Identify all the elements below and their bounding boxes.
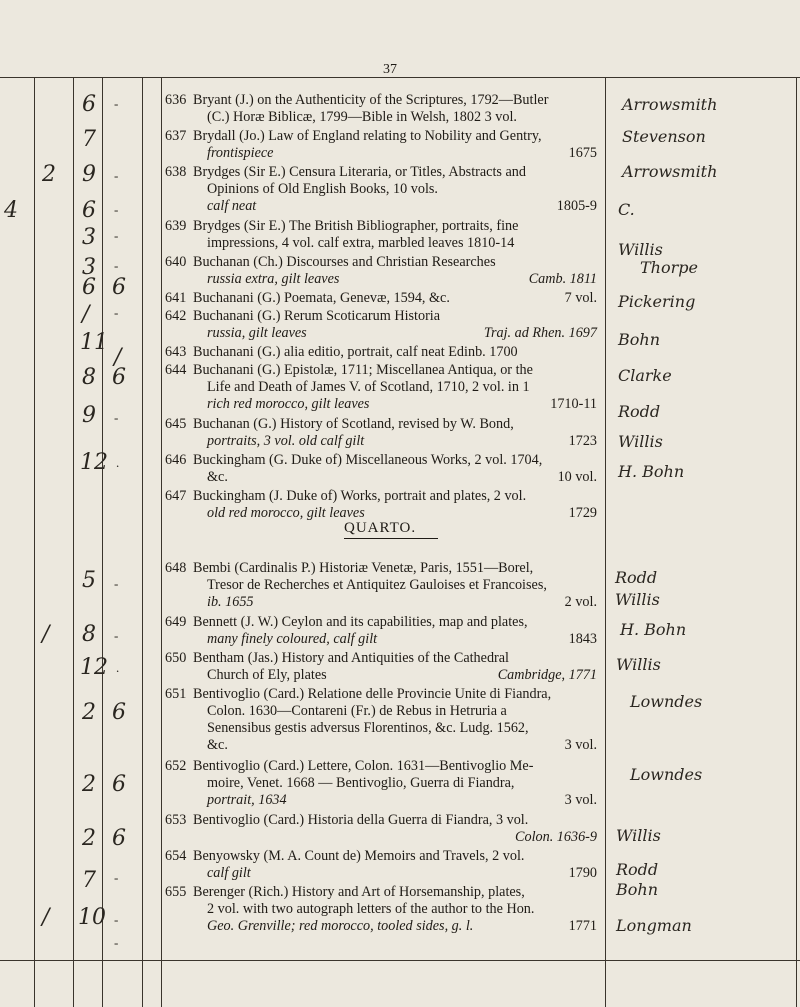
- margin-mark: 9: [82, 403, 96, 428]
- margin-mark: -: [114, 912, 119, 927]
- buyer-name: Pickering: [618, 292, 696, 311]
- entry-line: calf neat: [207, 198, 257, 214]
- margin-mark: -: [114, 870, 119, 885]
- entry-line: Bennett (J. W.) Ceylon and its capabilities, map and plates,: [193, 614, 528, 630]
- entry-line: Opinions of Old English Books, 10 vols.: [207, 181, 438, 197]
- entry-line: calf gilt: [207, 865, 251, 881]
- entry-line: Bryant (J.) on the Authenticity of the Scriptures, 1792—Butler: [193, 92, 549, 108]
- margin-mark: /: [42, 622, 50, 647]
- entry-line: &c.: [207, 737, 228, 753]
- lot-number: 642: [165, 308, 187, 324]
- margin-mark: -: [114, 258, 119, 273]
- margin-mark: 7: [82, 868, 96, 893]
- margin-mark: 2: [42, 162, 56, 187]
- entry-volumes: 7 vol.: [564, 290, 597, 306]
- margin-rule-5: [161, 77, 162, 1007]
- entry-date: Camb. 1811: [528, 271, 597, 287]
- margin-mark: 4: [4, 198, 18, 223]
- buyer-name: Bohn: [618, 330, 660, 349]
- margin-mark: 5: [82, 568, 96, 593]
- margin-mark: 2: [82, 826, 96, 851]
- lot-number: 639: [165, 218, 187, 234]
- buyer-name: H. Bohn: [620, 620, 687, 639]
- margin-mark: 6: [112, 826, 126, 851]
- margin-mark: -: [114, 96, 119, 111]
- lot-number: 655: [165, 884, 187, 900]
- buyer-name: Willis: [618, 240, 663, 259]
- entry-line: Colon. 1630—Contareni (Fr.) de Rebus in Hetruria a: [207, 703, 507, 719]
- entry-line: 2 vol. with two autograph letters of the author to the Hon.: [207, 901, 535, 917]
- margin-mark: .: [116, 660, 120, 675]
- margin-mark: 6: [112, 275, 126, 300]
- entry-line: Tresor de Recherches et Antiquitez Gauloises et Francoises,: [207, 577, 547, 593]
- entry-line: ib. 1655: [207, 594, 254, 610]
- buyer-name: Willis: [618, 432, 663, 451]
- buyer-name: Clarke: [618, 366, 672, 385]
- margin-mark: 11: [80, 330, 108, 355]
- entry-line: Buchanani (G.) alia editio, portrait, calf neat Edinb. 1700: [193, 344, 518, 360]
- entry-line: Buckingham (J. Duke of) Works, portrait and plates, 2 vol.: [193, 488, 527, 504]
- lot-number: 653: [165, 812, 187, 828]
- entry-line: russia extra, gilt leaves: [207, 271, 340, 287]
- lot-number: 640: [165, 254, 187, 270]
- buyer-name: Thorpe: [640, 258, 698, 277]
- entry-line: moire, Venet. 1668 — Bentivoglio, Guerra di Fiandra,: [207, 775, 515, 791]
- buyer-name: Bohn: [616, 880, 658, 899]
- margin-mark: 8: [82, 365, 96, 390]
- margin-mark: -: [114, 935, 119, 950]
- entry-date: 1710-11: [550, 396, 597, 412]
- entry-line: russia, gilt leaves: [207, 325, 307, 341]
- entry-line: rich red morocco, gilt leaves: [207, 396, 370, 412]
- buyer-name: Willis: [616, 655, 661, 674]
- margin-mark: 10: [78, 905, 106, 930]
- margin-mark: -: [114, 410, 119, 425]
- margin-mark: 2: [82, 700, 96, 725]
- entry-line: Bentivoglio (Card.) Relatione delle Provincie Unite di Fiandra,: [193, 686, 552, 702]
- margin-mark: 12: [80, 655, 108, 680]
- entry-line: Buchanani (G.) Rerum Scoticarum Historia: [193, 308, 441, 324]
- entry-date: 1675: [568, 145, 597, 161]
- lot-number: 648: [165, 560, 187, 576]
- buyer-name: Rodd: [618, 402, 661, 421]
- buyer-column-rule: [605, 77, 606, 1007]
- buyer-name: Longman: [616, 916, 692, 935]
- lot-number: 646: [165, 452, 187, 468]
- entry-volumes: 10 vol.: [557, 469, 597, 485]
- bottom-rule: [0, 960, 800, 961]
- lot-number: 649: [165, 614, 187, 630]
- margin-mark: -: [114, 628, 119, 643]
- entry-line: Bembi (Cardinalis P.) Historiæ Venetæ, Paris, 1551—Borel,: [193, 560, 534, 576]
- margin-mark: 12: [80, 450, 108, 475]
- entry-volumes: 3 vol.: [564, 792, 597, 808]
- right-edge-rule: [796, 77, 797, 1007]
- section-heading: QUARTO.: [344, 520, 417, 536]
- margin-mark: -: [114, 228, 119, 243]
- margin-mark: .: [116, 455, 120, 470]
- entry-line: frontispiece: [207, 145, 274, 161]
- margin-mark: 8: [82, 622, 96, 647]
- entry-line: impressions, 4 vol. calf extra, marbled leaves 1810-14: [207, 235, 515, 251]
- buyer-name: H. Bohn: [618, 462, 685, 481]
- margin-mark: 3: [82, 255, 96, 280]
- entry-line: Brydall (Jo.) Law of England relating to Nobility and Gentry,: [193, 128, 542, 144]
- entry-line: Bentivoglio (Card.) Lettere, Colon. 1631—Bentivoglio Me-: [193, 758, 534, 774]
- entry-line: Buchanan (Ch.) Discourses and Christian Researches: [193, 254, 496, 270]
- margin-mark: 6: [112, 772, 126, 797]
- entry-date: 1729: [568, 505, 597, 521]
- lot-number: 641: [165, 290, 187, 306]
- entry-line: &c.: [207, 469, 228, 485]
- margin-mark: /: [114, 345, 122, 370]
- entry-line: Brydges (Sir E.) Censura Literaria, or Titles, Abstracts and: [193, 164, 526, 180]
- lot-number: 651: [165, 686, 187, 702]
- margin-mark: -: [114, 576, 119, 591]
- entry-line: old red morocco, gilt leaves: [207, 505, 365, 521]
- lot-number: 652: [165, 758, 187, 774]
- margin-rule-4: [142, 77, 143, 1007]
- entry-date: 1771: [568, 918, 597, 934]
- entry-line: (C.) Horæ Biblicæ, 1799—Bible in Welsh, 1802 3 vol.: [207, 109, 517, 125]
- lot-number: 636: [165, 92, 187, 108]
- entry-line: portrait, 1634: [207, 792, 287, 808]
- lot-number: 647: [165, 488, 187, 504]
- entry-date: Colon. 1636-9: [515, 829, 597, 845]
- entry-volumes: 2 vol.: [564, 594, 597, 610]
- top-rule: [0, 77, 800, 78]
- entry-line: Buchanani (G.) Epistolæ, 1711; Miscellanea Antiqua, or the: [193, 362, 533, 378]
- buyer-name: Stevenson: [622, 127, 706, 146]
- lot-number: 645: [165, 416, 187, 432]
- entry-date: 1805-9: [556, 198, 597, 214]
- entry-line: Life and Death of James V. of Scotland, 1710, 2 vol. in 1: [207, 379, 530, 395]
- margin-mark: /: [82, 302, 90, 327]
- entry-line: Buckingham (G. Duke of) Miscellaneous Works, 2 vol. 1704,: [193, 452, 543, 468]
- margin-mark: -: [114, 305, 119, 320]
- buyer-name: Arrowsmith: [622, 95, 718, 114]
- margin-mark: -: [114, 202, 119, 217]
- buyer-name: C.: [618, 200, 635, 219]
- heading-underline: [344, 538, 438, 539]
- margin-mark: 6: [82, 198, 96, 223]
- margin-mark: 9: [82, 162, 96, 187]
- buyer-name: Willis: [616, 826, 661, 845]
- margin-mark: 6: [112, 365, 126, 390]
- margin-mark: 6: [82, 92, 96, 117]
- entry-line: Church of Ely, plates: [207, 667, 327, 683]
- margin-rule-3: [102, 77, 103, 1007]
- entry-date: Cambridge, 1771: [497, 667, 597, 683]
- entry-date: 1843: [568, 631, 597, 647]
- margin-mark: 2: [82, 772, 96, 797]
- buyer-name: Arrowsmith: [622, 162, 718, 181]
- buyer-name: Lowndes: [630, 692, 703, 711]
- entry-line: Geo. Grenville; red morocco, tooled sides, g. l.: [207, 918, 474, 934]
- margin-rule-2: [73, 77, 74, 1007]
- lot-number: 644: [165, 362, 187, 378]
- entry-line: Brydges (Sir E.) The British Bibliographer, portraits, fine: [193, 218, 519, 234]
- entry-line: Buchanani (G.) Poemata, Genevæ, 1594, &c.: [193, 290, 450, 306]
- buyer-name: Rodd: [615, 568, 658, 587]
- buyer-name: Lowndes: [630, 765, 703, 784]
- entry-date: 1790: [568, 865, 597, 881]
- entry-line: Buchanan (G.) History of Scotland, revised by W. Bond,: [193, 416, 514, 432]
- buyer-name: Rodd: [616, 860, 659, 879]
- entry-line: Berenger (Rich.) History and Art of Horsemanship, plates,: [193, 884, 525, 900]
- page-number: 37: [383, 62, 397, 77]
- entry-line: Benyowsky (M. A. Count de) Memoirs and Travels, 2 vol.: [193, 848, 525, 864]
- margin-mark: 6: [112, 700, 126, 725]
- margin-mark: 6: [82, 275, 96, 300]
- margin-mark: /: [42, 905, 50, 930]
- lot-number: 650: [165, 650, 187, 666]
- entry-line: Bentham (Jas.) History and Antiquities of the Cathedral: [193, 650, 510, 666]
- entry-volumes: 3 vol.: [564, 737, 597, 753]
- entry-line: portraits, 3 vol. old calf gilt: [207, 433, 365, 449]
- lot-number: 638: [165, 164, 187, 180]
- entry-line: Senensibus gestis adversus Florentinos, &c. Ludg. 1562,: [207, 720, 529, 736]
- margin-mark: -: [114, 168, 119, 183]
- entry-date: Traj. ad Rhen. 1697: [483, 325, 597, 341]
- buyer-name: Willis: [615, 590, 660, 609]
- lot-number: 643: [165, 344, 187, 360]
- lot-number: 637: [165, 128, 187, 144]
- lot-number: 654: [165, 848, 187, 864]
- entry-line: many finely coloured, calf gilt: [207, 631, 378, 647]
- margin-rule-1: [34, 77, 35, 1007]
- margin-mark: 3: [82, 225, 96, 250]
- entry-date: 1723: [568, 433, 597, 449]
- margin-mark: 7: [82, 127, 96, 152]
- entry-line: Bentivoglio (Card.) Historia della Guerra di Fiandra, 3 vol.: [193, 812, 529, 828]
